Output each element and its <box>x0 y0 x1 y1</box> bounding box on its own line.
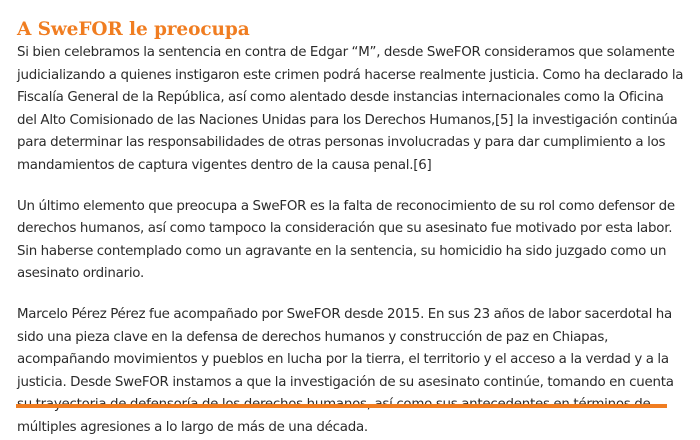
paragraph-sentence-text: Si bien celebramos la sentencia en contra de Edgar “M”, desde SweFOR consideramos que solamente judicializando a quienes instigaron este crimen podrá hacerse realmente justicia. Como ha declarado la Fiscalía General de la República, así como alentado desde instancias internacionales como la Oficina del Alto Comisionado de las Naciones Unidas para los Derechos Humanos, <box>17 45 684 128</box>
section-divider <box>16 404 667 408</box>
paragraph-biography: Marcelo Pérez Pérez fue acompañado por SweFOR desde 2015. En sus 23 años de labor sacerdotal ha sido una pieza clave en la defensa de derechos humanos y construcción de paz en Chiapas, acompañando movimientos y pueblos en lucha por la tierra, el territorio y el acceso a la verdad y a la justicia. Desde SweFOR instamos a que la investigación de su asesinato continúe, tomando en cuenta múltiples agresiones a lo largo de más de una década. <box>17 306 674 435</box>
footnote-link-5[interactable]: [5] <box>495 112 514 128</box>
paragraph-recognition: Un último elemento que preocupa a SweFOR es la falta de reconocimiento de su rol como defensor de derechos humanos, así como tampoco la consideración que su asesinato fue motivado por esta labor. Sin haberse contemplado como un agravante en la sentencia, su homicidio ha sido juzgado como un asesinato ordinario. <box>17 198 675 282</box>
paragraph-sentence <box>17 42 685 178</box>
section-heading: A SweFOR le preocupa <box>17 19 250 40</box>
paragraph-sentence-text-cont: la investigación continúa para determinar las responsabilidades de otras personas involucradas y para dar cumplimiento a los mandamientos de captura vigentes dentro de la causa penal. <box>17 112 678 173</box>
footnote-link-6[interactable]: [6] <box>413 157 432 173</box>
article-section <box>17 0 685 440</box>
